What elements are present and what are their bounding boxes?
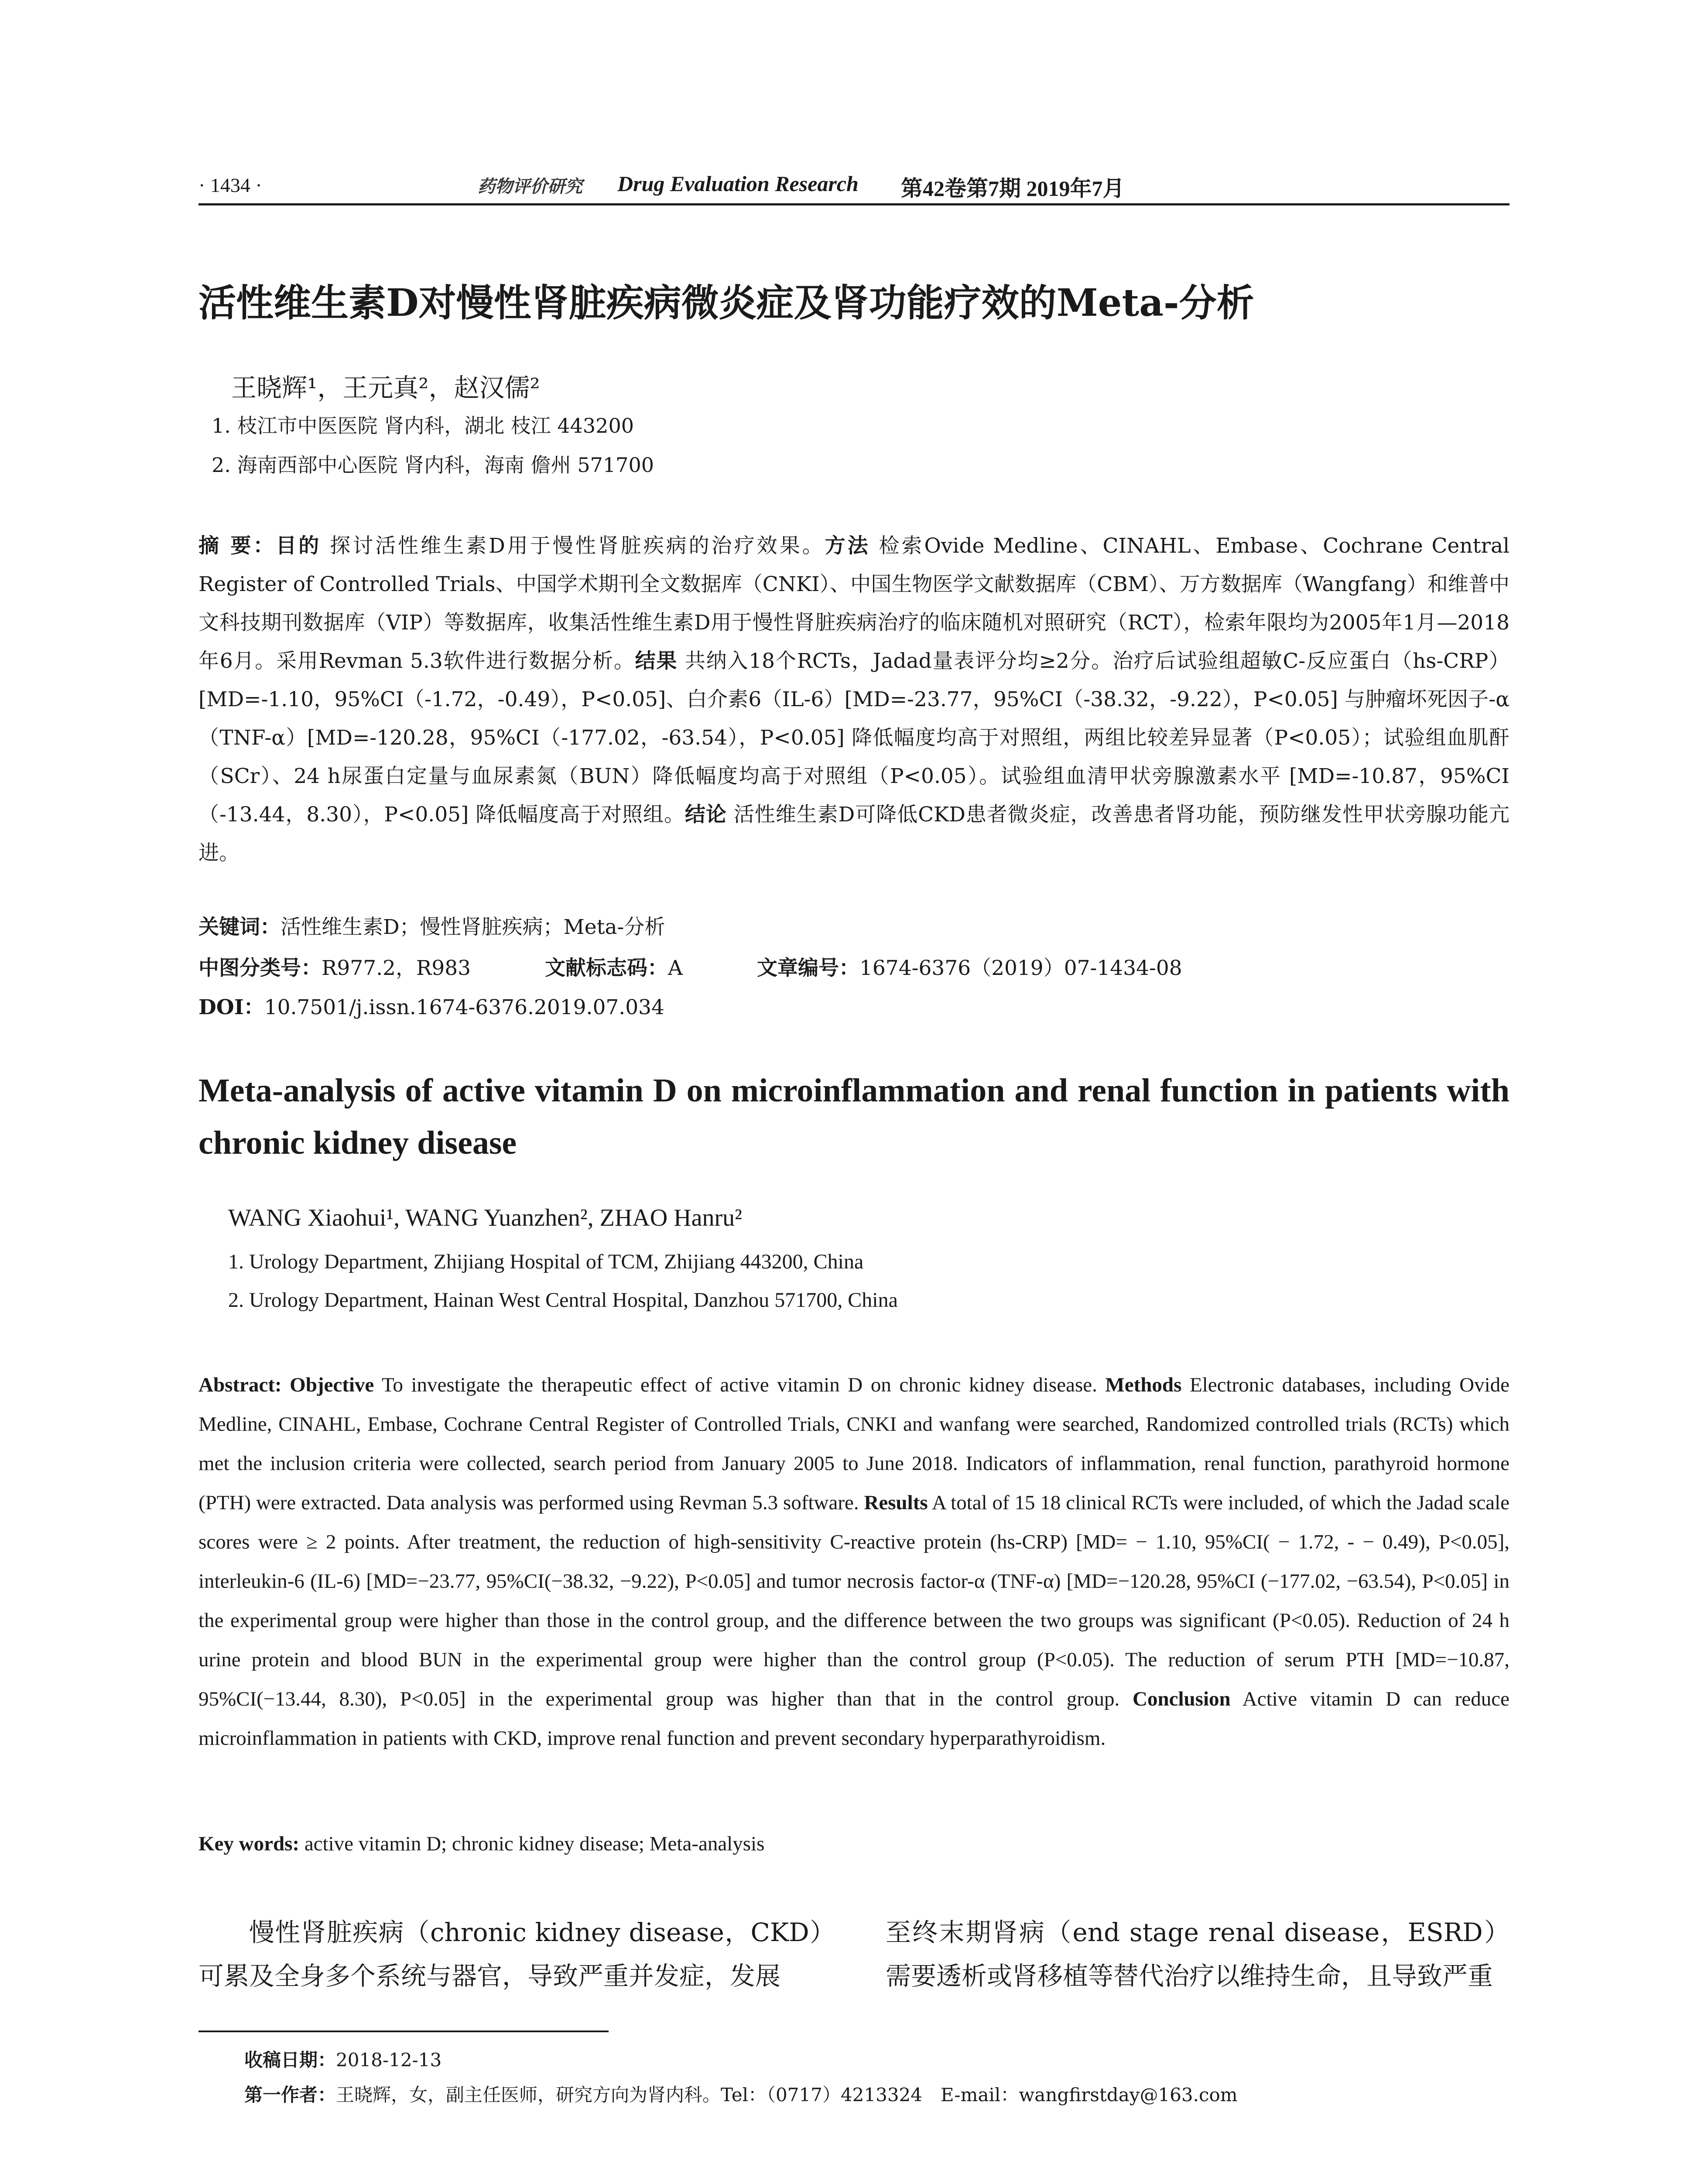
english-abstract bbox=[199, 1365, 1509, 1758]
results-label: 结果 bbox=[635, 649, 678, 673]
objective-text: 探讨活性维生素D用于慢性肾脏疾病的治疗效果。 bbox=[321, 534, 825, 558]
english-affiliation-2: 2. Urology Department, Hainan West Central Hospital, Danzhou 571700, China bbox=[228, 1289, 898, 1312]
objective-text-en: To investigate the therapeutic effect of active vitamin D on chronic kidney disease. bbox=[374, 1374, 1106, 1396]
objective-label: 目的 bbox=[276, 534, 322, 558]
keywords-text: 活性维生素D；慢性肾脏疾病；Meta-分析 bbox=[281, 915, 665, 939]
received-label: 收稿日期： bbox=[244, 2049, 336, 2071]
chinese-affiliation-1: 1. 枝江市中医医院 肾内科，湖北 枝江 443200 bbox=[212, 414, 634, 438]
chinese-keywords bbox=[199, 911, 665, 940]
clc-label: 中图分类号： bbox=[199, 956, 322, 980]
chinese-title: 活性维生素D对慢性肾脏疾病微炎症及肾功能疗效的Meta-分析 bbox=[199, 281, 1254, 325]
english-affiliation-1: 1. Urology Department, Zhijiang Hospital of TCM, Zhijiang 443200, China bbox=[228, 1250, 864, 1273]
received-date bbox=[244, 2046, 442, 2072]
methods-text: 检索Ovide Medline、CINAHL、Embase、Cochrane Central Register of Controlled Trials、中国学术期刊全文数据库（CNKI）、中国生物医学文献数据库（CBM）、万方数据库（Wangfang）和维普中文科技期刊数据库（VIP）等数据库，收集活性维生素D用于慢性肾脏疾病治疗的临床随机对照研究（RCT），检索年限均为2005年1月—2018年6月。采用Revman 5.3软件进行数据分析。 bbox=[199, 534, 1510, 673]
chinese-authors: 王晓辉¹，王元真²，赵汉儒² bbox=[231, 373, 540, 403]
chinese-abstract bbox=[199, 527, 1509, 872]
footnote-rule bbox=[199, 2031, 609, 2032]
conclusion-text-en: Active vitamin D can reduce microinflammation in patients with CKD, improve renal function and prevent secondary hyperparathyroidism. bbox=[199, 1688, 1509, 1750]
english-title: Meta-analysis of active vitamin D on microinflammation and renal function in patients with chronic kidney disease bbox=[199, 1072, 1509, 1161]
english-keywords bbox=[199, 1832, 764, 1856]
conclusion-label-en: Conclusion bbox=[1133, 1688, 1231, 1710]
journal-name: Drug Evaluation Research bbox=[617, 171, 859, 196]
chinese-affiliation-2: 2. 海南西部中心医院 肾内科，海南 儋州 571700 bbox=[212, 453, 654, 477]
doc-code-label: 文献标志码： bbox=[545, 956, 668, 980]
objective-label-en: Objective bbox=[281, 1374, 374, 1396]
english-authors: WANG Xiaohui¹, WANG Yuanzhen², ZHAO Hanru² bbox=[228, 1204, 742, 1231]
page-number: · 1434 · bbox=[199, 174, 262, 196]
doc-code-value: A bbox=[668, 956, 683, 980]
results-text: 共纳入18个RCTs，Jadad量表评分均≥2分。治疗后试验组超敏C-反应蛋白（hs-CRP）[MD=-1.10，95%CI（-1.72，-0.49），P<0.05]、白介素6（IL-6）[MD=-23.77，95%CI（-38.32，-9.22），P<0.05] 与肿瘤坏死因子-α（TNF-α）[MD=-120.28，95%CI（-177.02，-63.54），P<0.05] 降低幅度均高于对照组，两组比较差异显著（P<0.05）；试验组血肌酐（SCr）、24 h尿蛋白定量与血尿素氮（BUN）降低幅度均高于对照组（P<0.05）。试验组血清甲状旁腺激素水平 [MD=-10.87，95%CI（-13.44，8.30），P<0.05] 降低幅度高于对照组。 bbox=[199, 649, 1509, 827]
results-text-en: A total of 15 18 clinical RCTs were included, of which the Jadad scale scores were ≥ 2 points. After treatment, the reduction of high-sensitivity C-reactive protein (hs-CRP) [MD= − 1.10, 95%CI( − 1.72, - − 0.49), P<0.05], interleukin-6 (IL-6) [MD=−23.77, 95%CI(−38.32, −9.22), P<0.05] and tumor necrosis factor-α (TNF-α) [MD=−120.28, 95%CI (−177.02, −63.54), P<0.05] in the experimental group were higher than those in the control group, and the difference between the two groups was significant (P<0.05). Reduction of 24 h urine protein and blood BUN in the experimental group were higher than the control group (P<0.05). The reduction of serum PTH [MD=−10.87, 95%CI(−13.44, 8.30), P<0.05] in the experimental group was higher than that in the control group. bbox=[199, 1491, 1509, 1710]
doi-line bbox=[199, 991, 664, 1020]
body-column-right: 至终末期肾病（end stage renal disease，ESRD）需要透析或肾移植等替代治疗以维持生命，且导致严重 bbox=[886, 1918, 1509, 1991]
classification-line bbox=[199, 952, 1182, 981]
article-id-label: 文章编号： bbox=[757, 956, 859, 980]
header-rule bbox=[199, 203, 1509, 205]
methods-label-en: Methods bbox=[1105, 1374, 1182, 1396]
journal-issue: 第42卷第7期 2019年7月 bbox=[901, 176, 1125, 201]
keywords-text-en: active vitamin D; chronic kidney disease; Meta-analysis bbox=[299, 1832, 765, 1855]
abstract-label-en: Abstract: bbox=[199, 1374, 282, 1396]
first-author-value: 王晓辉，女，副主任医师，研究方向为肾内科。Tel：（0717）4213324 E-mail：wangfirstday@163.com bbox=[336, 2084, 1238, 2106]
body-column-left: 慢性肾脏疾病（chronic kidney disease，CKD）可累及全身多个系统与器官，导致严重并发症，发展 bbox=[199, 1918, 822, 1991]
conclusion-label: 结论 bbox=[685, 803, 727, 827]
methods-label: 方法 bbox=[825, 534, 870, 558]
first-author-note bbox=[244, 2081, 1238, 2107]
clc-value: R977.2，R983 bbox=[322, 956, 471, 980]
received-value: 2018-12-13 bbox=[336, 2049, 442, 2071]
first-author-label: 第一作者： bbox=[244, 2084, 336, 2106]
abstract-label: 摘 要： bbox=[199, 534, 276, 558]
keywords-label-en: Key words: bbox=[199, 1832, 300, 1855]
methods-text-en: Electronic databases, including Ovide Medline, CINAHL, Embase, Cochrane Central Register of Controlled Trials, CNKI and wanfang were searched, Randomized controlled trials (RCTs) which met the inclusion criteria were collected, search period from January 2005 to June 2018. Indicators of inflammation, renal function, parathyroid hormone (PTH) were extracted. Data analysis was performed using Revman 5.3 software. bbox=[199, 1374, 1509, 1514]
doi-value: 10.7501/j.issn.1674-6376.2019.07.034 bbox=[264, 995, 664, 1019]
conclusion-text: 活性维生素D可降低CKD患者微炎症，改善患者肾功能，预防继发性甲状旁腺功能亢进。 bbox=[199, 803, 1509, 865]
journal-logo: 药物评价研究 bbox=[478, 177, 582, 196]
article-id-value: 1674-6376（2019）07-1434-08 bbox=[859, 956, 1182, 980]
results-label-en: Results bbox=[864, 1491, 928, 1514]
keywords-label: 关键词： bbox=[199, 915, 281, 939]
doi-label: DOI： bbox=[199, 995, 264, 1019]
